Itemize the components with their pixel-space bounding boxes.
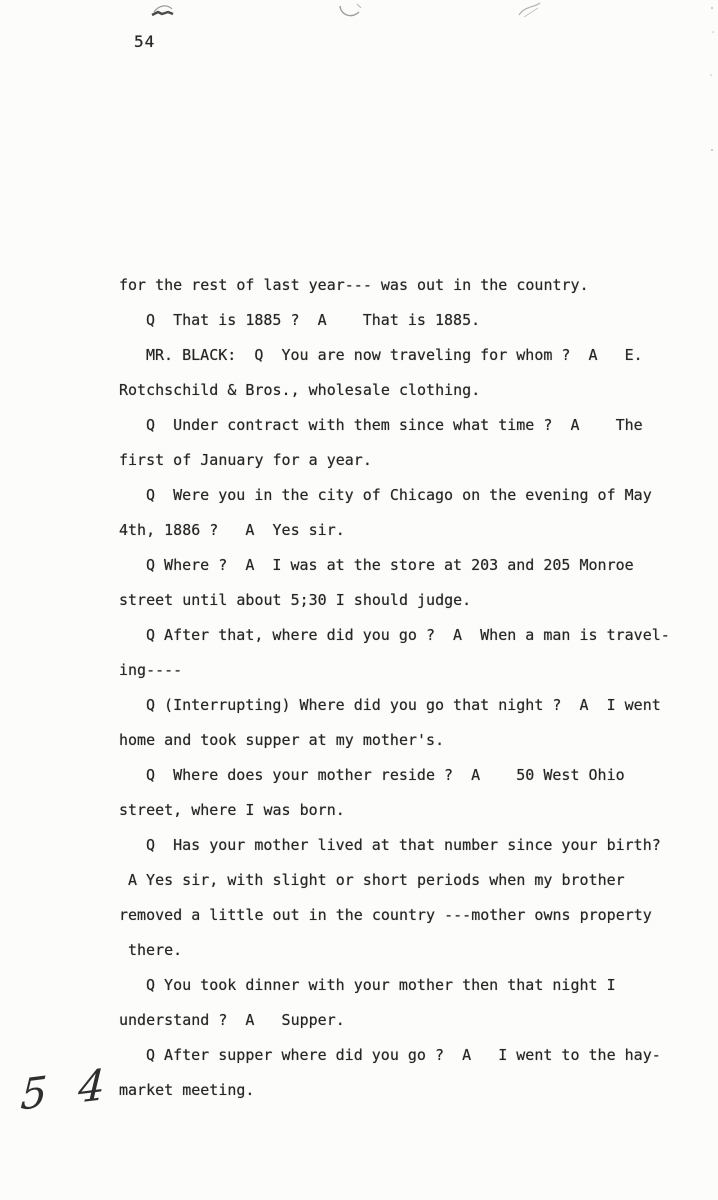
transcript-line: MR. BLACK: Q You are now traveling for whom ? A E. <box>146 346 643 364</box>
transcript-line: Q After that, where did you go ? A When a man is travel- <box>146 626 670 644</box>
pencil-scribble <box>519 3 540 17</box>
ink-smudge <box>152 6 173 15</box>
margin-specks <box>710 7 714 151</box>
transcript-line: for the rest of last year--- was out in the country. <box>119 276 589 294</box>
transcript-line: 4th, 1886 ? A Yes sir. <box>119 521 345 539</box>
transcript-line: understand ? A Supper. <box>119 1011 345 1029</box>
transcript-line: Q Were you in the city of Chicago on the evening of May <box>146 486 652 504</box>
transcript-line: market meeting. <box>119 1081 255 1099</box>
transcript-line: street until about 5;30 I should judge. <box>119 591 472 609</box>
typed-page-number: 54 <box>134 32 156 51</box>
transcript-line: ing---- <box>119 661 183 679</box>
transcript-line: Rotchschild & Bros., wholesale clothing. <box>119 381 481 399</box>
transcript-line: Q Under contract with them since what time ? A The <box>146 416 643 434</box>
transcript-line: street, where I was born. <box>119 801 345 819</box>
transcript-line: removed a little out in the country ---mother owns property <box>119 906 652 924</box>
transcript-line: Q (Interrupting) Where did you go that night ? A I went <box>146 696 661 714</box>
transcript-line: there. <box>128 941 183 959</box>
transcript-line: home and took supper at my mother's. <box>119 731 445 749</box>
transcript-line: Q Where ? A I was at the store at 203 and 205 Monroe <box>146 556 634 574</box>
pen-curl <box>340 4 361 16</box>
transcript-line: Q Where does your mother reside ? A 50 West Ohio <box>146 766 625 784</box>
transcript-line: first of January for a year. <box>119 451 372 469</box>
transcript-line: Q Has your mother lived at that number since your birth? <box>146 836 661 854</box>
transcript-line: Q After supper where did you go ? A I went to the hay- <box>146 1046 661 1064</box>
handwritten-page-number: 5 4 <box>19 1058 116 1120</box>
ink-smudge-icon <box>0 0 718 180</box>
transcript-body <box>119 268 694 1108</box>
transcript-line: A Yes sir, with slight or short periods when my brother <box>128 871 625 889</box>
transcript-line: Q You took dinner with your mother then that night I <box>146 976 616 994</box>
transcript-line: Q That is 1885 ? A That is 1885. <box>146 311 481 329</box>
